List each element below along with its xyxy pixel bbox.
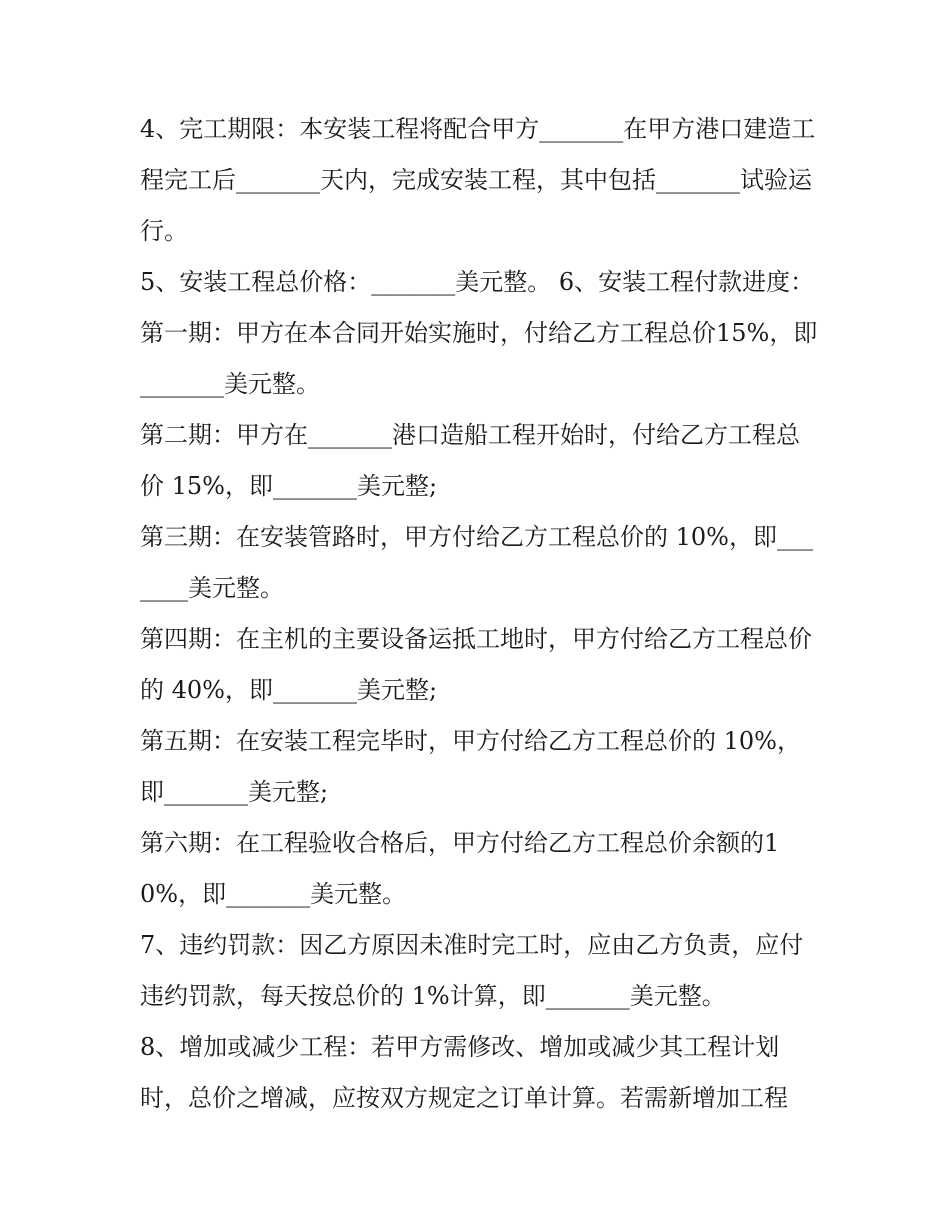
document-body bbox=[140, 104, 820, 1124]
paragraph-payment-phase-3: 第三期：在安装管路时，甲方付给乙方工程总价的 10%，即_______美元整。 bbox=[140, 523, 813, 602]
paragraph-total-price-and-payment-schedule: 5、安装工程总价格：_______美元整。 6、安装工程付款进度： 第一期：甲方在本合同开始实施时，付给乙方工程总价15%，即_______美元整。 bbox=[140, 268, 822, 398]
paragraph-completion-deadline: 4、完工期限：本安装工程将配合甲方_______在甲方港口建造工程完工后_______天内，完成安装工程，其中包括_______试验运行。 bbox=[140, 115, 816, 245]
paragraph-payment-phase-6: 第六期：在工程验收合格后，甲方付给乙方工程总价余额的10%，即_______美元整。 bbox=[140, 829, 780, 908]
paragraph-penalty: 7、违约罚款：因乙方原因未准时完工时，应由乙方负责，应付违约罚款，每天按总价的 1%计算，即_______美元整。 bbox=[140, 931, 804, 1010]
paragraph-work-changes: 8、增加或减少工程：若甲方需修改、增加或减少其工程计划时，总价之增减，应按双方规定之订单计算。若需新增加工程 bbox=[140, 1033, 788, 1112]
paragraph-payment-phase-4: 第四期：在主机的主要设备运抵工地时，甲方付给乙方工程总价的 40%，即_______美元整; bbox=[140, 625, 812, 704]
paragraph-payment-phase-2: 第二期：甲方在_______港口造船工程开始时，付给乙方工程总价 15%，即_______美元整; bbox=[140, 421, 800, 500]
paragraph-payment-phase-5: 第五期：在安装工程完毕时，甲方付给乙方工程总价的 10%，即_______美元整; bbox=[140, 727, 801, 806]
